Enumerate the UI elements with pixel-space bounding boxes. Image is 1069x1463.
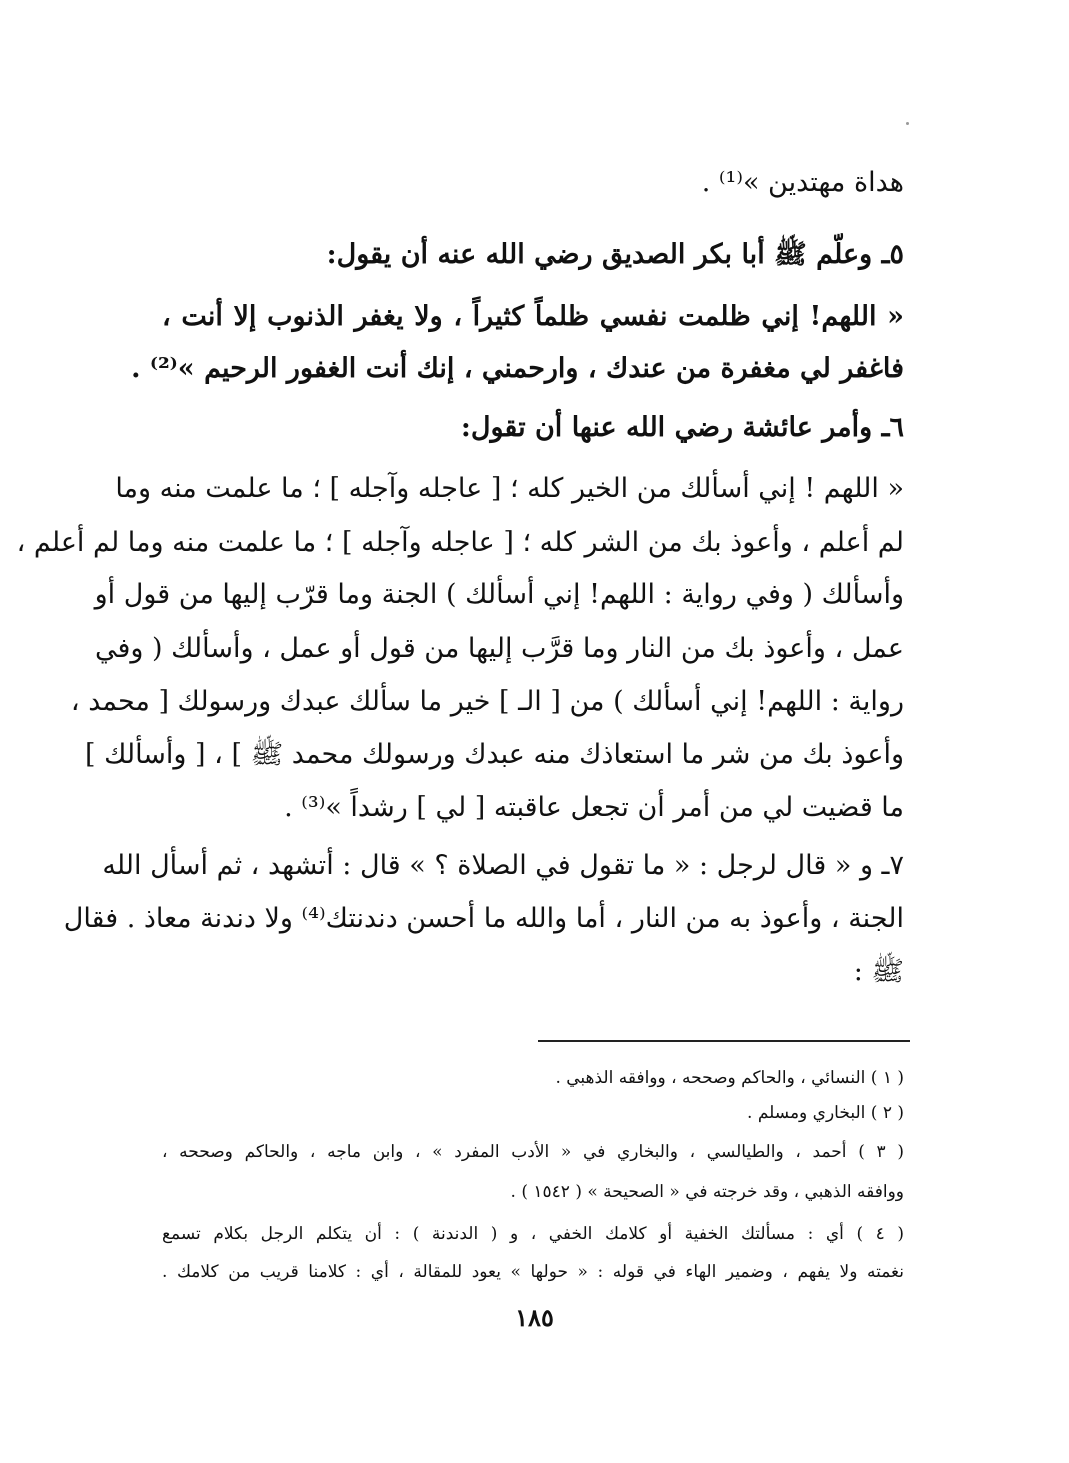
footnote-3-line-1: ( ٣ ) أحمد ، والطيالسي ، والبخاري في « الأدب المفرد » ، وابن ماجه ، والحاكم وصححه ، bbox=[162, 1142, 904, 1162]
body-line-14: الجنة ، وأعوذ به من النار ، أما والله ما أحسن دندنتك⁽⁴⁾ ولا دندنة معاذ . فقال bbox=[63, 903, 904, 934]
body-line-3: « اللهم! إني ظلمت نفسي ظلماً كثيراً ، ولا يغفر الذنوب إلا أنت ، bbox=[162, 301, 904, 332]
footnote-4-line-2: نغمته ولا يفهم ، وضمير الهاء في قوله : « حولها » يعود للمقالة ، أي : كلامنا قريب من كلامك . bbox=[162, 1262, 904, 1282]
body-line-9: عمل ، وأعوذ بك من النار وما قرَّب إليها من قول أو عمل ، وأسألك ( وفي bbox=[94, 633, 904, 664]
body-line-13: ٧ـ و « قال لرجل : « ما تقول في الصلاة ؟ » قال : أتشهد ، ثم أسأل الله bbox=[102, 850, 904, 881]
page-number: ١٨٥ bbox=[515, 1303, 554, 1332]
body-line-4: فاغفر لي مغفرة من عندك ، وارحمني ، إنك أنت الغفور الرحيم »⁽²⁾ . bbox=[131, 353, 904, 384]
body-line-6: « اللهم ! إني أسألك من الخير كله ؛ [ عاجله وآجله ] ؛ ما علمت منه وما bbox=[115, 473, 904, 504]
body-line-12: ما قضيت لي من أمر أن تجعل عاقبته [ لي ] رشداً »⁽³⁾ . bbox=[284, 792, 904, 823]
footnote-2: ( ٢ ) البخاري ومسلم . bbox=[747, 1103, 904, 1123]
footnote-3-line-2: ووافقه الذهبي ، وقد خرجته في « الصحيحة » ( ١٥٤٢ ) . bbox=[510, 1182, 904, 1202]
footnote-4-line-1: ( ٤ ) أي : مسألتك الخفية أو كلامك الخفي ، و ( الدندنة ) : أن يتكلم الرجل بكلام تسمع bbox=[162, 1224, 904, 1244]
body-line-8: وأسألك ( وفي رواية : اللهم! إني أسألك ) الجنة وما قرّب إليها من قول أو bbox=[94, 579, 904, 610]
body-line-10: رواية : اللهم! إني أسألك ) من [ الـ ] خير ما سألك عبدك ورسولك [ محمد ، bbox=[70, 686, 904, 717]
body-line-11: وأعوذ بك من شر ما استعاذك منه عبدك ورسولك محمد ﷺ ] ، [ وأسألك ] bbox=[84, 739, 904, 770]
body-line-1: هداة مهتدين »⁽¹⁾ . bbox=[701, 167, 904, 198]
footnote-separator bbox=[538, 1040, 910, 1042]
body-line-7: لم أعلم ، وأعوذ بك من الشر كله ؛ [ عاجله وآجله ] ؛ ما علمت منه وما لم أعلم ، bbox=[16, 527, 904, 558]
body-line-15: ﷺ : bbox=[853, 956, 904, 987]
body-line-2: ٥ـ وعلّم ﷺ أبا بكر الصديق رضي الله عنه أن يقول: bbox=[326, 239, 904, 270]
body-line-5: ٦ـ وأمر عائشة رضي الله عنها أن تقول: bbox=[460, 412, 904, 443]
footnote-1: ( ١ ) النسائي ، والحاكم وصححه ، ووافقه الذهبي . bbox=[555, 1068, 904, 1088]
scan-speck bbox=[906, 122, 909, 125]
